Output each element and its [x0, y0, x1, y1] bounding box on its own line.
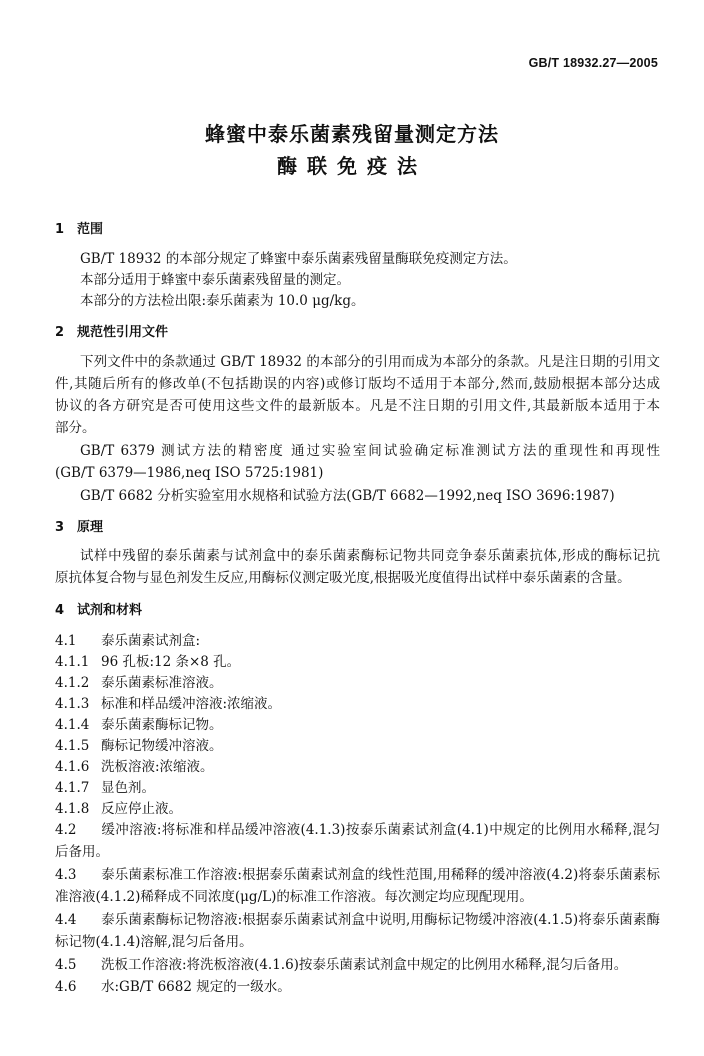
paragraph-line: 本部分适用于蜂蜜中泰乐菌素残留量的测定。	[80, 272, 350, 288]
item-number: 4.1.6	[55, 759, 90, 775]
list-item	[55, 652, 660, 672]
item-text: 显色剂。	[101, 780, 155, 796]
section-title: 原理	[77, 520, 104, 535]
reference-line: GB/T 6682 分析实验室用水规格和试验方法(GB/T 6682—1992,neq ISO 3696:1987)	[80, 488, 615, 504]
section-number: 2	[55, 325, 65, 340]
item-text: 标准和样品缓冲溶液:浓缩液。	[101, 696, 282, 712]
paragraph-line: GB/T 18932 的本部分规定了蜂蜜中泰乐菌素残留量酶联免疫测定方法。	[80, 251, 517, 267]
paragraph-line: 下列文件中的条款通过 GB/T 18932 的本部分的引用而成为本部分的条款。凡是注日期的引用文	[80, 354, 660, 370]
item-text: 水:GB/T 6682 规定的一级水。	[101, 979, 291, 995]
list-item	[55, 736, 660, 756]
list-item	[55, 631, 660, 651]
list-item	[55, 757, 660, 777]
item-number: 4.1.1	[55, 654, 90, 670]
item-text: 泰乐菌素酶标记物溶液:根据泰乐菌素试剂盒中说明,用酶标记物缓冲溶液(4.1.5)将泰乐菌素酶	[101, 912, 660, 928]
item-number: 4.2	[55, 822, 77, 838]
paragraph-line: 协议的各方研究是否可使用这些文件的最新版本。凡是不注日期的引用文件,其最新版本适用于本	[55, 398, 660, 414]
clause-4-3	[55, 865, 660, 885]
item-number: 4.1.5	[55, 738, 90, 754]
item-text: 洗板工作溶液:将洗板溶液(4.1.6)按泰乐菌素试剂盒中规定的比例用水稀释,混匀后备用。	[101, 957, 628, 973]
paragraph-line: 标记物(4.1.4)溶解,混匀后备用。	[55, 934, 253, 950]
list-item	[55, 778, 660, 798]
paragraph-line: 本部分的方法检出限:泰乐菌素为 10.0 μg/kg。	[80, 293, 365, 309]
paragraph-line: 准溶液(4.1.2)稀释成不同浓度(μg/L)的标准工作溶液。每次测定均应现配现用。	[55, 889, 533, 905]
item-number: 4.1.4	[55, 717, 90, 733]
item-text: 反应停止液。	[101, 801, 182, 817]
item-number: 4.1.2	[55, 675, 90, 691]
section-title: 试剂和材料	[77, 603, 143, 618]
item-number: 4.4	[55, 912, 77, 928]
list-item	[55, 673, 660, 693]
paragraph-line: 原抗体复合物与显色剂发生反应,用酶标仪测定吸光度,根据吸光度值得出试样中泰乐菌素的含量。	[55, 570, 631, 586]
item-number: 4.1	[55, 633, 77, 649]
reference-line: (GB/T 6379—1986,neq ISO 5725:1981)	[55, 465, 324, 481]
item-text: 洗板溶液:浓缩液。	[101, 759, 214, 775]
section-title: 范围	[77, 222, 104, 237]
item-text: 泰乐菌素试剂盒:	[101, 633, 201, 649]
section-2-heading	[55, 323, 660, 343]
list-item	[55, 715, 660, 735]
clause-4-5	[55, 955, 660, 975]
item-number: 4.1.3	[55, 696, 90, 712]
paragraph-line: 后备用。	[55, 844, 109, 860]
item-text: 96 孔板:12 条×8 孔。	[101, 654, 241, 670]
clause-4-2	[55, 820, 660, 840]
item-number: 4.1.8	[55, 801, 90, 817]
clause-4-6	[55, 977, 660, 997]
clause-4-4	[55, 910, 660, 930]
document-subtitle: 酶联免疫法	[277, 154, 427, 178]
section-title: 规范性引用文件	[77, 325, 169, 340]
item-text: 酶标记物缓冲溶液。	[101, 738, 223, 754]
paragraph-line: 部分。	[55, 420, 96, 436]
standard-code: GB/T 18932.27—2005	[528, 56, 658, 70]
list-item	[55, 799, 660, 819]
item-number: 4.6	[55, 979, 77, 995]
reference-line: GB/T 6379 测试方法的精密度 通过实验室间试验确定标准测试方法的重现性和再现性	[80, 443, 660, 459]
paragraph-line: 试样中残留的泰乐菌素与试剂盒中的泰乐菌素酶标记物共同竞争泰乐菌素抗体,形成的酶标记抗	[80, 548, 660, 564]
section-number: 4	[55, 603, 65, 618]
section-number: 1	[55, 222, 65, 237]
list-item	[55, 694, 660, 714]
item-text: 缓冲溶液:将标准和样品缓冲溶液(4.1.3)按泰乐菌素试剂盒(4.1)中规定的比例用水稀释,混匀	[101, 822, 660, 838]
item-text: 泰乐菌素标准工作溶液:根据泰乐菌素试剂盒的线性范围,用稀释的缓冲溶液(4.2)将泰乐菌素标	[101, 867, 660, 883]
item-text: 泰乐菌素酶标记物。	[101, 717, 223, 733]
section-1-heading	[55, 220, 660, 240]
paragraph-line: 件,其随后所有的修改单(不包括勘误的内容)或修订版均不适用于本部分,然而,鼓励根据本部分达成	[55, 376, 660, 392]
item-number: 4.5	[55, 957, 77, 973]
section-3-heading	[55, 518, 660, 538]
document-title: 蜂蜜中泰乐菌素残留量测定方法	[205, 122, 499, 146]
section-4-heading	[55, 601, 660, 621]
item-number: 4.3	[55, 867, 77, 883]
item-number: 4.1.7	[55, 780, 90, 796]
item-text: 泰乐菌素标准溶液。	[101, 675, 223, 691]
section-number: 3	[55, 520, 65, 535]
